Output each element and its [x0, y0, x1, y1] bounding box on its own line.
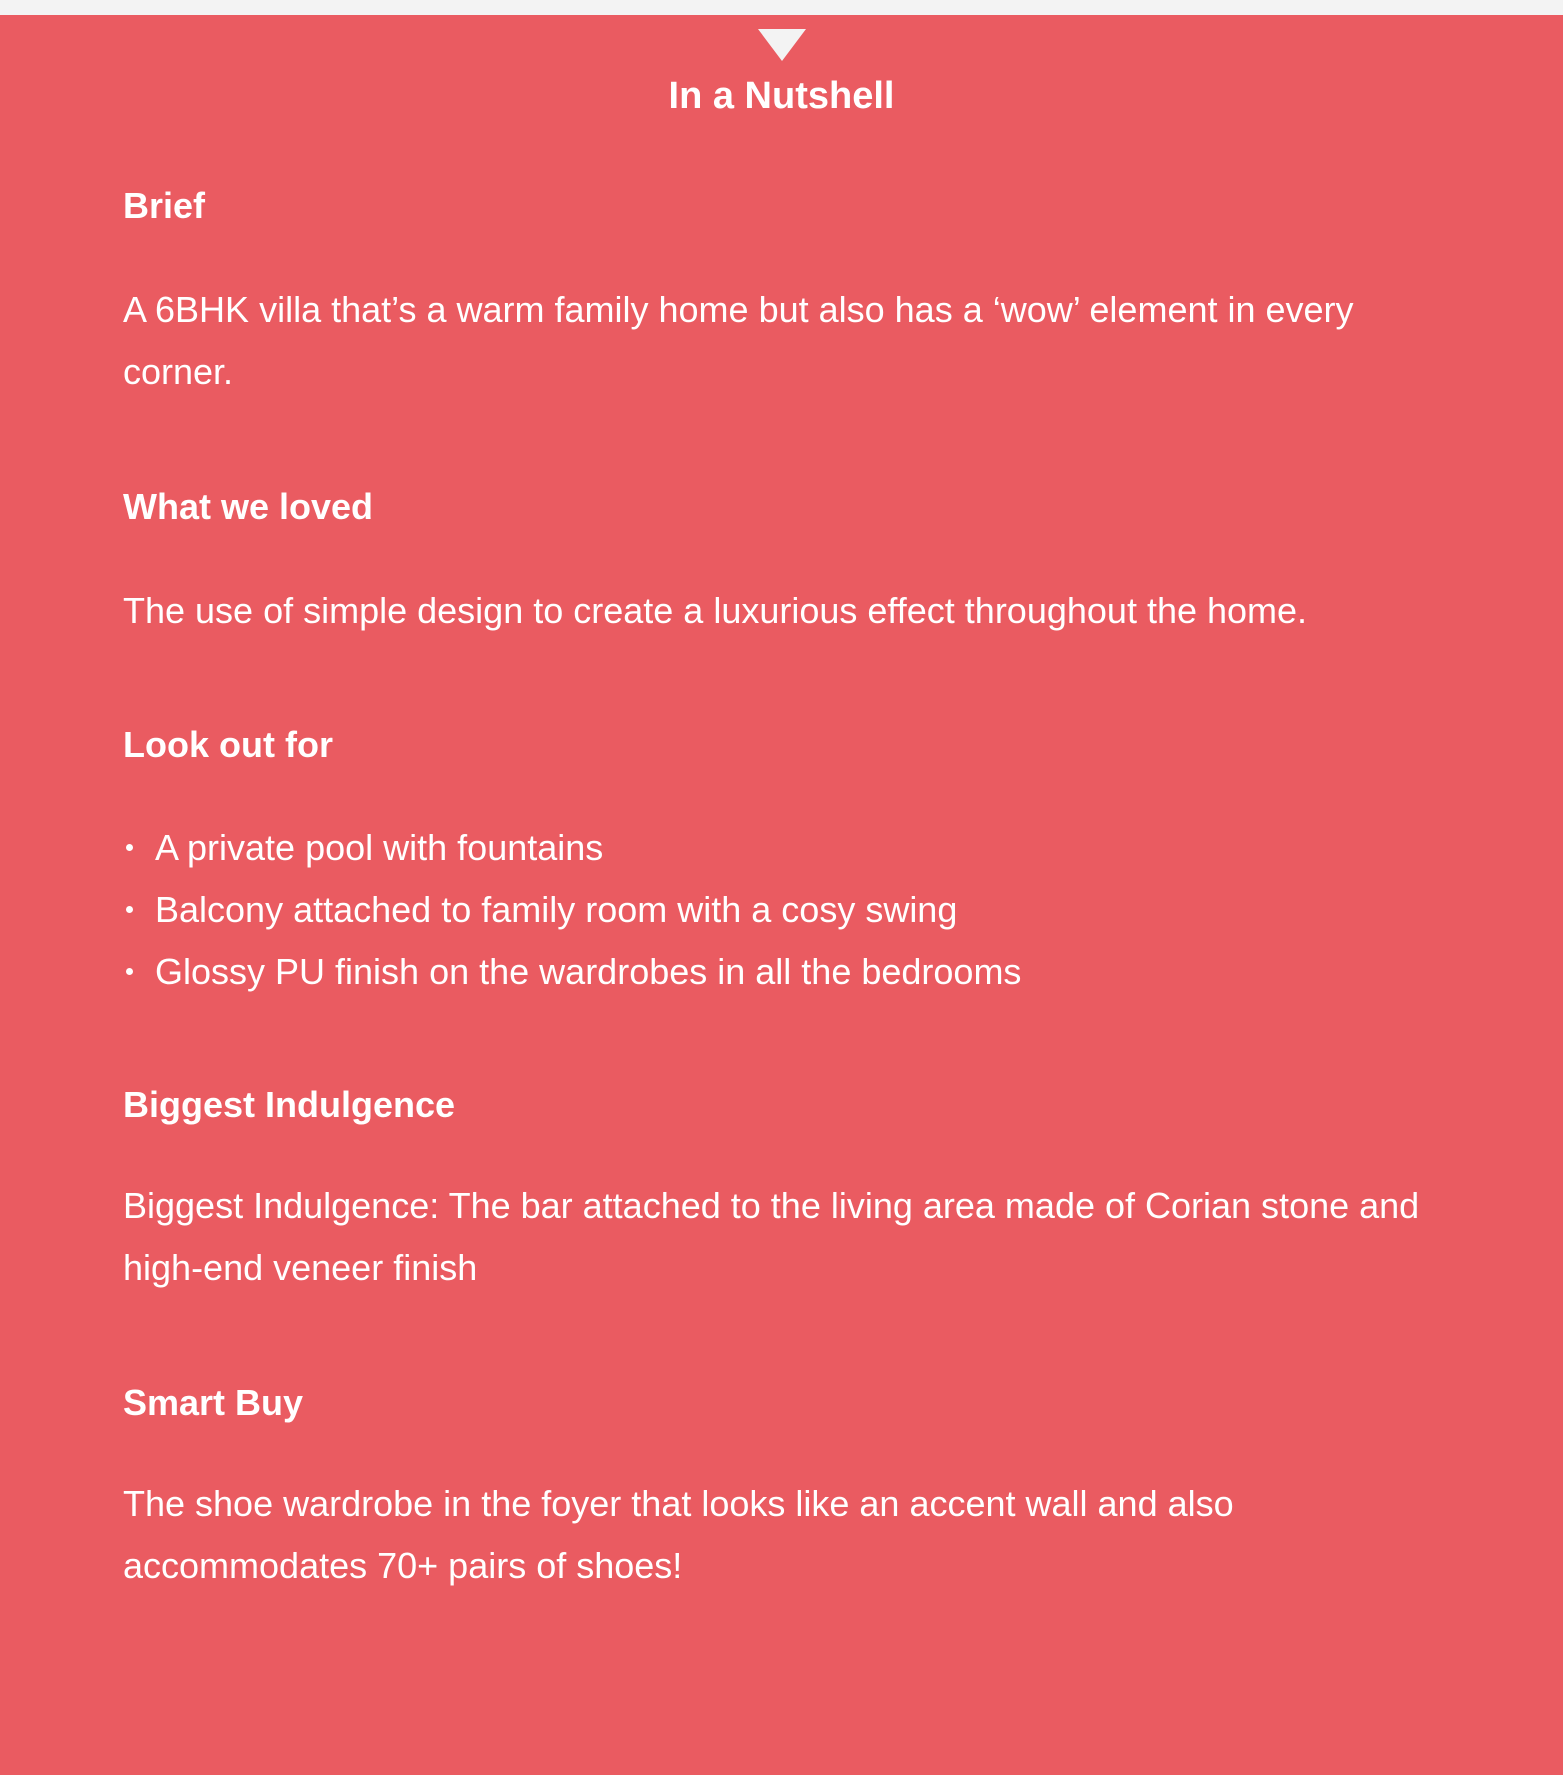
nutshell-card	[0, 15, 1563, 1775]
list-item	[123, 879, 1021, 941]
list-item-text: Balcony attached to family room with a cosy swing	[155, 889, 958, 930]
bullet-icon	[126, 906, 133, 913]
lookout-list	[123, 817, 1021, 1003]
lookout-heading: Look out for	[123, 724, 333, 765]
brief-heading: Brief	[123, 185, 206, 226]
list-item	[123, 817, 1021, 879]
loved-heading: What we loved	[123, 486, 374, 527]
smartbuy-heading: Smart Buy	[123, 1382, 304, 1423]
pointer-notch	[758, 29, 806, 61]
list-item-text: Glossy PU finish on the wardrobes in all the bedrooms	[155, 951, 1022, 992]
indulgence-text: Biggest Indulgence: The bar attached to the living area made of Corian stone and high-end veneer finish	[123, 1185, 1420, 1288]
list-item	[123, 941, 1021, 1003]
section-title: In a Nutshell	[668, 75, 895, 117]
indulgence-heading: Biggest Indulgence	[123, 1084, 456, 1125]
smartbuy-text: The shoe wardrobe in the foyer that looks like an accent wall and also accommodates 70+ pairs of shoes!	[123, 1483, 1234, 1586]
bullet-icon	[126, 968, 133, 975]
loved-text: The use of simple design to create a luxurious effect throughout the home.	[123, 590, 1308, 631]
list-item-text: A private pool with fountains	[155, 827, 604, 868]
brief-text: A 6BHK villa that’s a warm family home but also has a ‘wow’ element in every corner.	[123, 289, 1354, 392]
bullet-icon	[126, 844, 133, 851]
